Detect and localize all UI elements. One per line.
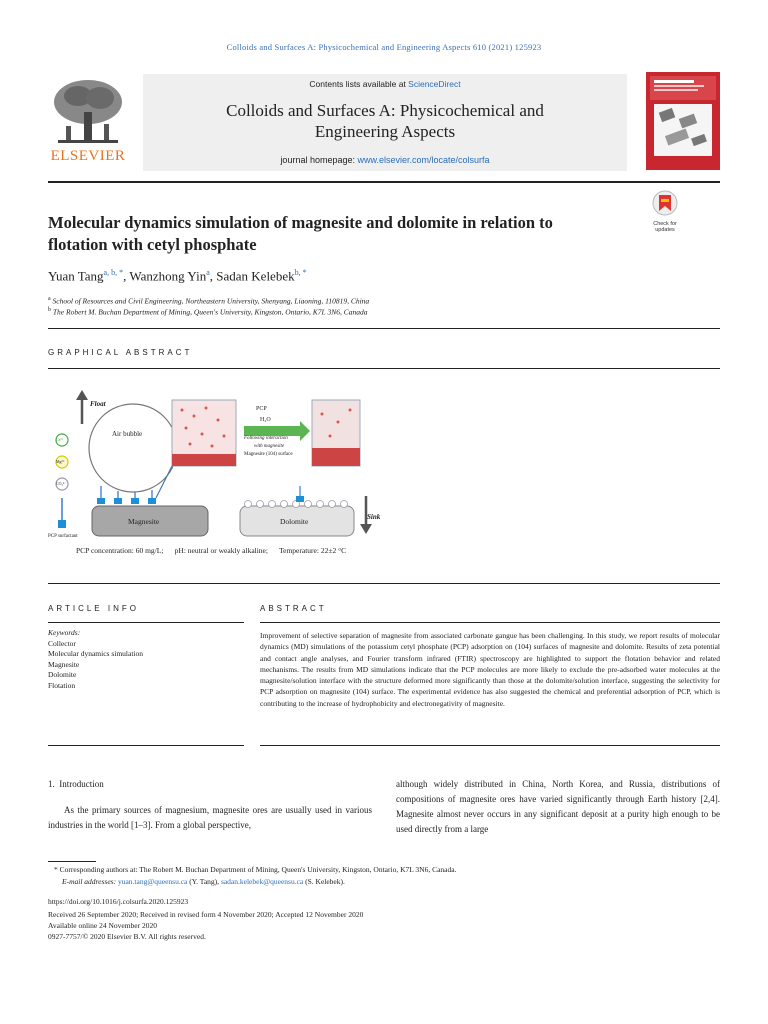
graphical-abstract-diagram <box>48 386 388 562</box>
affiliation-text: School of Resources and Civil Engineering, Northeastern University, Shenyang, Liaoning, 110819, China <box>52 296 370 306</box>
email-addresses <box>62 877 345 888</box>
publisher-wordmark: ELSEVIER <box>50 148 126 164</box>
article-title <box>48 212 628 256</box>
abstract-rule <box>260 622 720 623</box>
magnesite-label: Magnesite <box>128 517 160 526</box>
homepage-prefix: journal homepage: <box>280 155 358 165</box>
with-magnesite-label: with magnesite <box>254 444 285 449</box>
elsevier-tree-icon <box>48 76 128 148</box>
email-suffix: (Y. Tang), <box>187 877 221 886</box>
author-list: Yuan Tang$^{a, b, *}$, Wanzhong Yin$^a$, Sadan Kelebek$^{b, *}$ <box>48 268 307 284</box>
h2o-label: H₂O <box>260 417 271 423</box>
sciencedirect-link[interactable]: ScienceDirect <box>408 79 461 89</box>
journal-title <box>143 100 627 142</box>
keyword: Magnesite <box>48 659 80 669</box>
check-for-updates-badge[interactable] <box>648 190 682 233</box>
surface-label: Magnesite (104) surface <box>244 452 293 457</box>
graphical-abstract-heading: GRAPHICAL ABSTRACT <box>48 348 193 357</box>
email-suffix: (S. Kelebek). <box>303 877 345 886</box>
section-rule <box>48 328 720 329</box>
article-title-line2: flotation with cetyl phosphate <box>48 235 257 254</box>
keyword: Collector <box>48 638 76 648</box>
keywords-block <box>48 628 143 691</box>
author-affiliation-marks[interactable]: a, b, * <box>103 268 124 277</box>
received-dates: Received 26 September 2020; Received in revised form 4 November 2020; Accepted 12 November 2020 <box>48 910 364 919</box>
keywords-label: Keywords: <box>48 628 81 637</box>
affiliation-text: The Robert M. Buchan Department of Mining, Queen's University, Kingston, Ontario, K7L 3N6, Canada <box>52 307 368 317</box>
intro-right-paragraph: although widely distributed in China, North Korea, and Russia, distributions of compositions of magnesite ores have varied significantly through Earth history [2,4]. Magnesite almost never occurs in any significant deposit at a purity high enough to be used directly from a large <box>396 779 720 834</box>
graphical-abstract-figure[interactable] <box>48 386 388 562</box>
keyword: Molecular dynamics simulation <box>48 649 143 658</box>
journal-title-line1: Colloids and Surfaces A: Physicochemical and <box>226 101 544 120</box>
article-info-rule <box>48 622 244 623</box>
article-info-heading: ARTICLE INFO <box>48 604 139 613</box>
journal-title-line2: Engineering Aspects <box>314 122 456 141</box>
email-link[interactable]: yuan.tang@queensu.ca <box>117 877 188 886</box>
section-rule <box>48 583 720 584</box>
journal-homepage <box>143 155 627 165</box>
section-rule <box>48 368 720 369</box>
contents-line <box>143 79 627 89</box>
elsevier-logo[interactable] <box>48 76 128 148</box>
author-name[interactable]: Wanzhong Yin <box>129 268 207 284</box>
author-affiliation-marks[interactable]: a <box>206 268 210 277</box>
following-interaction-label: Following interaction <box>244 436 288 441</box>
float-arrowhead <box>76 390 88 400</box>
pcp-surfactant-label: PCP surfactant <box>48 534 78 539</box>
sink-arrowhead <box>360 524 372 534</box>
air-bubble-shape <box>89 404 177 492</box>
sink-label: Sink <box>367 513 381 521</box>
bookmark-icon <box>648 190 682 216</box>
dolomite-label: Dolomite <box>280 517 309 526</box>
article-title-line1: Molecular dynamics simulation of magnesite and dolomite in relation to <box>48 213 553 232</box>
introduction-heading: 1. Introduction <box>48 779 104 789</box>
conditions-label: PCP concentration: 60 mg/L; pH: neutral or weakly alkaline; Temperature: 22±2 °C <box>76 546 347 555</box>
abstract-text: Improvement of selective separation of magnesite from associated carbonate gangue has been challenging. In this study, we report results of molecular dynamics (MD) simulations of the potassium cetyl phosphate (PCP) adsorption on (104) surfaces of magnesite and dolomite. Results of zeta potential and contact angle analyses, and Fourier transform infrared (FTIR) spectroscopy are highlighted to support the flotation behavior and related mechanisms. The results from MD simulations indicate that the PCP molecules are more likely to exclude the pre-adsorbed water molecules at the magnesite/solution interface with the structure deformed more significantly than those at the dolomite/solution interface, suggesting the selectivity for PCP adsorption on magnesite (104) surface. The experimental evidence has also suggested the chemical and preferential adsorption of PCP, which is contributing to the increase of hydrophobicity and electronegativity of magnesite. <box>260 631 720 708</box>
affiliation-mark: b <box>48 307 51 313</box>
process-arrow <box>244 426 300 436</box>
ca-ion-label: Ca²⁺ <box>56 437 64 442</box>
check-for-updates-label: Check for updates <box>653 221 677 233</box>
available-online: Available online 24 November 2020 <box>48 921 157 930</box>
affiliation <box>48 307 367 317</box>
email-link[interactable]: sadan.kelebek@queensu.ca <box>220 877 304 886</box>
pcp-label: PCP <box>256 406 267 412</box>
keyword: Dolomite <box>48 670 77 679</box>
author-name[interactable]: Yuan Tang <box>48 268 104 284</box>
copyright-line: 0927-7757/© 2020 Elsevier B.V. All rights reserved. <box>48 932 206 941</box>
affiliation <box>48 296 369 306</box>
journal-reference[interactable]: Colloids and Surfaces A: Physicochemical and Engineering Aspects 610 (2021) 125923 <box>226 42 542 52</box>
author-name[interactable]: Sadan Kelebek <box>216 268 295 284</box>
abstract-heading: ABSTRACT <box>260 604 327 613</box>
author-affiliation-marks[interactable]: b, * <box>294 268 307 277</box>
pcp-surfactant-icon <box>58 520 66 528</box>
header-rule <box>48 181 720 183</box>
abstract-bottom-rule <box>260 745 720 746</box>
co3-ion-label: CO₃²⁻ <box>56 481 67 486</box>
keyword: Flotation <box>48 680 76 690</box>
article-info-bottom-rule <box>48 745 244 746</box>
footnote-rule <box>48 861 96 862</box>
air-bubble-label: Air bubble <box>112 430 143 438</box>
journal-cover-image[interactable] <box>646 72 720 170</box>
contents-prefix: Contents lists available at <box>309 79 409 89</box>
corresponding-author-note: * Corresponding authors at: The Robert M. Buchan Department of Mining, Queen's University, Kingston, Ontario, K7L 3N6, Canada. <box>54 865 457 874</box>
mg-ion-label: Mg²⁺ <box>56 459 65 464</box>
intro-left-paragraph: As the primary sources of magnesium, magnesite ores are usually used in various industries in the world [1–3]. From a global perspective, <box>48 805 372 830</box>
homepage-link[interactable]: www.elsevier.com/locate/colsurfa <box>357 155 490 165</box>
email-label: E-mail addresses: <box>62 877 118 886</box>
float-label: Float <box>90 400 106 408</box>
affiliation-mark: a <box>48 296 51 302</box>
doi-link[interactable]: https://doi.org/10.1016/j.colsurfa.2020.125923 <box>48 897 189 906</box>
